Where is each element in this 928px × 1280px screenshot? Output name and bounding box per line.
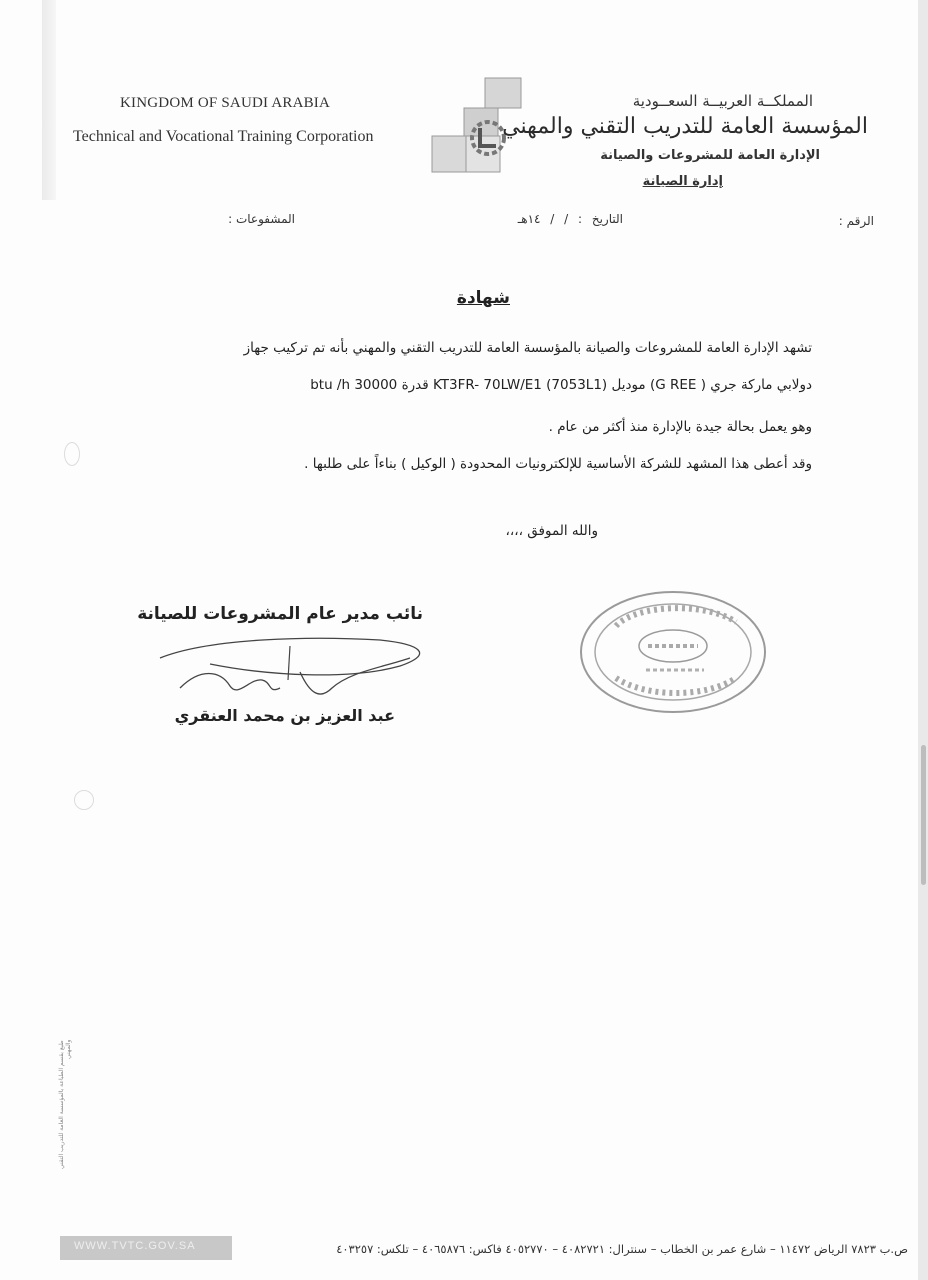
signatory-name: عبد العزيز بن محمد العنقري xyxy=(174,706,395,725)
signatory-title: نائب مدير عام المشروعات للصيانة xyxy=(137,604,423,624)
header-ar-department: الإدارة العامة للمشروعات والصيانة xyxy=(600,148,820,163)
closing-phrase: والله الموفق ،،،، xyxy=(505,523,598,539)
footer-website: WWW.TVTC.GOV.SA xyxy=(74,1240,196,1252)
certificate-line-1: تشهد الإدارة العامة للمشروعات والصيانة بالمؤسسة العامة للتدريب التقني والمهني بأنه تم تركيب جهاز xyxy=(243,340,812,356)
scan-mark xyxy=(64,442,80,466)
official-stamp-seal xyxy=(576,586,770,718)
certificate-line-3: وهو يعمل بحالة جيدة بالإدارة منذ أكثر من عام . xyxy=(548,419,812,435)
side-printer-note: طبع بقسم الطباعة بالمؤسسة العامة للتدريب التقني والمهني xyxy=(58,1040,72,1169)
reference-label: الرقم : xyxy=(838,214,874,228)
scrollbar-track[interactable] xyxy=(918,0,928,1280)
certificate-title: شهادة xyxy=(456,288,510,308)
attachments-label: المشفوعات : xyxy=(228,212,295,226)
header-ar-corporation: المؤسسة العامة للتدريب التقني والمهني xyxy=(502,114,868,139)
header-en-kingdom: KINGDOM OF SAUDI ARABIA xyxy=(120,95,331,111)
header-ar-admin: إدارة الصيانة xyxy=(642,174,723,189)
scan-mark xyxy=(74,790,94,810)
date-label: التاريخ : / / ١٤هـ xyxy=(517,212,623,226)
certificate-line-2: دولابي ماركة جري ( G REE) موديل (KT3FR- 70LW/E1 (7053L1 قدرة 30000 btu /h xyxy=(310,377,812,393)
certificate-line-4: وقد أعطى هذا المشهد للشركة الأساسية للإلكترونيات المحدودة ( الوكيل ) بناءاً على طلبها . xyxy=(304,456,812,472)
scrollbar-thumb[interactable] xyxy=(921,745,926,885)
header-en-corporation: Technical and Vocational Training Corporation xyxy=(73,128,374,145)
header-ar-kingdom: المملكــة العربيــة السعــودية xyxy=(632,92,813,110)
scan-edge-shadow xyxy=(42,0,56,200)
footer-address: ص.ب ٧٨٢٣ الرياض ١١٤٧٢ – شارع عمر بن الخطاب – سنترال: ٤٠٨٢٧٢١ – ٤٠٥٢٧٧٠ فاكس: ٤٠٦٥٨٧٦ – تلكس: ٤٠٣٢٥٧ xyxy=(336,1242,908,1256)
handwritten-signature xyxy=(150,628,440,708)
